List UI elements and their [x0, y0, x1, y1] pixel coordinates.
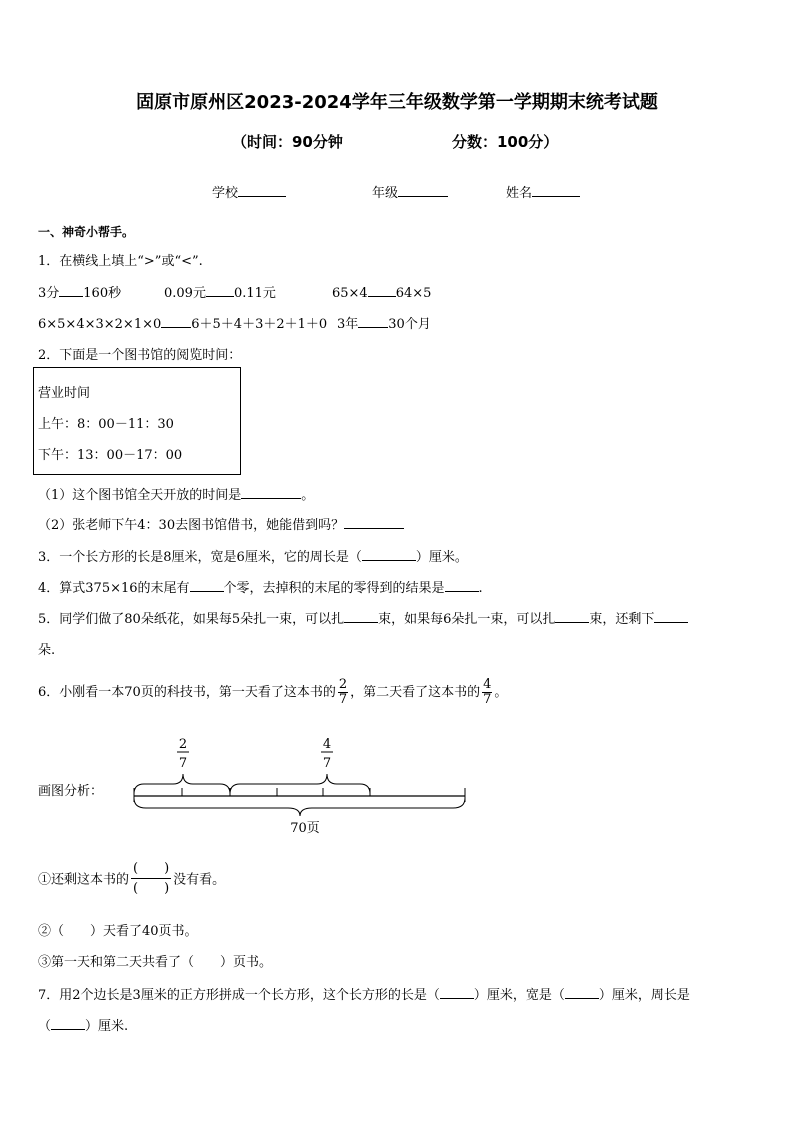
- name-label: 姓名: [506, 186, 533, 201]
- q7: 7．用2个边长是3厘米的正方形拼成一个长方形，这个长方形的长是（ ）厘米，宽是（ ）厘米，周长是: [38, 984, 690, 1003]
- diagram-frac2-num: 4: [322, 737, 332, 752]
- q1-row1c: 65×4 64×5: [332, 282, 431, 301]
- q4: 4．算式375×16的末尾有 个零，去掉积的末尾的零得到的结果是 .: [38, 577, 483, 596]
- q5-blank-1[interactable]: [344, 608, 378, 623]
- hours-afternoon: 下午：13：00－17：00: [38, 448, 183, 463]
- fraction-4-7: $\frac{4}{7}$: [483, 677, 492, 707]
- q5-end: 朵.: [38, 643, 56, 658]
- q4-blank-1[interactable]: [190, 577, 224, 592]
- diagram-total: 70页: [290, 821, 320, 836]
- fraction-2-7: $\frac{2}{7}$: [338, 677, 348, 707]
- q1-blank-b[interactable]: [206, 282, 234, 297]
- q6-sub3: ③第一天和第二天共看了（ ）页书。: [38, 955, 273, 970]
- q7-blank-2[interactable]: [565, 984, 599, 999]
- q7-blank-1[interactable]: [440, 984, 474, 999]
- q6-answer-fraction[interactable]: $\frac{( )}{( )}$: [133, 861, 170, 896]
- q6-sub1: ①还剩这本书的 $\frac{( )}{( )}$ 没有看。: [38, 861, 226, 896]
- q1-stem: 1．在横线上填上“>”或“<”.: [38, 254, 203, 269]
- page-title: 固原市原州区2023-2024学年三年级数学第一学期期末统考试题: [136, 92, 658, 113]
- name-field: [506, 182, 580, 201]
- q3: 3．一个长方形的长是8厘米，宽是6厘米，它的周长是（ ）厘米。: [38, 546, 468, 565]
- segment-diagram: [120, 732, 480, 840]
- q6-sub2: ②（ ）天看了40页书。: [38, 924, 198, 939]
- q1-row1: 3分 160秒: [38, 282, 121, 301]
- q2-blank-1[interactable]: [241, 484, 301, 499]
- q1-row1b: 0.09元 0.11元: [164, 282, 276, 301]
- q1-row2: 6×5×4×3×2×1×0 6＋5＋4＋3＋2＋1＋0: [38, 313, 327, 332]
- q4-blank-2[interactable]: [445, 577, 479, 592]
- hours-title: 营业时间: [38, 386, 91, 401]
- q5-blank-2[interactable]: [555, 608, 589, 623]
- q6: 6．小刚看一本70页的科技书，第一天看了这本书的 $\frac{2}{7}$ ，第二天看了这本书的 $\frac{4}{7}$ 。: [38, 677, 508, 707]
- q1-blank-c[interactable]: [368, 282, 396, 297]
- q2-blank-2[interactable]: [344, 514, 404, 529]
- diagram-label: 画图分析：: [38, 784, 104, 799]
- q7-end: （ ）厘米.: [38, 1015, 128, 1034]
- q7-blank-3[interactable]: [51, 1015, 85, 1030]
- school-label: 学校: [212, 186, 239, 201]
- grade-label: 年级: [372, 186, 399, 201]
- q1-blank-a[interactable]: [59, 282, 83, 297]
- q3-blank[interactable]: [362, 546, 416, 561]
- exam-time: （时间：90分钟: [232, 133, 343, 151]
- q1-row2b: 3年 30个月: [337, 313, 431, 332]
- hours-morning: 上午：8：00－11：30: [38, 417, 174, 432]
- exam-score: 分数：100分）: [452, 133, 559, 151]
- grade-blank[interactable]: [398, 182, 448, 197]
- q5-blank-3[interactable]: [654, 608, 688, 623]
- diagram-frac1-num: 2: [178, 737, 188, 752]
- q2-stem: 2．下面是一个图书馆的阅览时间：: [38, 348, 242, 363]
- q2-sub1: （1）这个图书馆全天开放的时间是 。: [38, 484, 314, 503]
- q2-sub2: （2）张老师下午4：30去图书馆借书，她能借到吗？: [38, 514, 404, 533]
- q1-blank-e[interactable]: [358, 313, 388, 328]
- q1-blank-d[interactable]: [161, 313, 191, 328]
- section-heading: 一、神奇小帮手。: [38, 225, 135, 239]
- diagram-frac1-den: 7: [178, 756, 188, 771]
- q5: 5．同学们做了80朵纸花，如果每5朵扎一束，可以扎 束，如果每6朵扎一束，可以扎 束，还剩下: [38, 608, 688, 627]
- school-field: [212, 182, 286, 201]
- grade-field: [372, 182, 448, 201]
- school-blank[interactable]: [238, 182, 286, 197]
- diagram-frac2-den: 7: [322, 756, 332, 771]
- name-blank[interactable]: [532, 182, 580, 197]
